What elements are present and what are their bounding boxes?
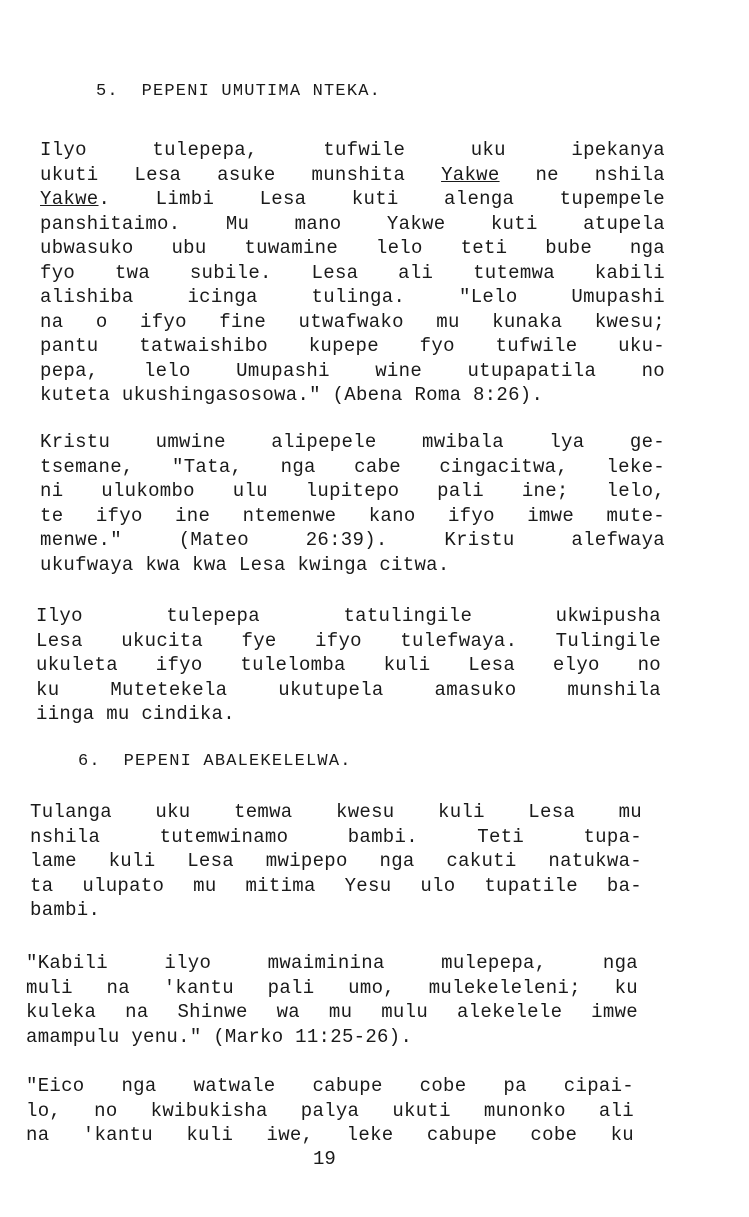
text-line: alishiba icinga tulinga. "Lelo Umupashi: [40, 286, 665, 308]
text-line: ukufwaya kwa kwa Lesa kwinga citwa.: [40, 553, 450, 576]
text-line: panshitaimo. Mu mano Yakwe kuti atupela: [40, 212, 665, 235]
text-line: pepa, lelo Umupashi wine utupapatila no: [40, 359, 665, 382]
text-line: menwe." (Mateo 26:39). Kristu alefwaya: [40, 529, 665, 551]
underlined-word: Yakwe: [441, 163, 500, 186]
text-line: kuleka na Shinwe wa mu mulu alekelele imwe: [26, 1001, 638, 1023]
text-line: muli na 'kantu pali umo, mulekeleleni; ku: [26, 976, 638, 999]
text-line: "Eico nga watwale cabupe cobe pa cipai-: [26, 1075, 634, 1097]
section-6-paragraph-2: [26, 951, 638, 1049]
text-line: pantu tatwaishibo kupepe fyo tufwile uku-: [40, 335, 665, 357]
text-line: Ilyo tulepepa, tufwile uku ipekanya: [40, 139, 665, 161]
text-line: Yakwe. Limbi Lesa kuti alenga tupempele: [40, 188, 665, 210]
text-line: Kristu umwine alipepele mwibala lya ge-: [40, 431, 665, 453]
section-6-paragraph-1: [30, 800, 642, 923]
text-line: kuteta ukushingasosowa." (Abena Roma 8:26).: [40, 384, 544, 406]
section-5-paragraph-2: [40, 430, 665, 577]
text-line: amampulu yenu." (Marko 11:25-26).: [26, 1025, 413, 1048]
section-5-heading: 5. PEPENI UMUTIMA NTEKA.: [96, 82, 382, 101]
page-number: 19: [313, 1148, 336, 1170]
text-line: ubwasuko ubu tuwamine lelo teti bube nga: [40, 237, 665, 259]
text-line: ukuleta ifyo tulelomba kuli Lesa elyo no: [36, 654, 661, 676]
text-line: tsemane, "Tata, nga cabe cingacitwa, leke-: [40, 455, 665, 478]
text-line: na o ifyo fine utwafwako mu kunaka kwesu;: [40, 310, 665, 333]
text-line: Lesa ukucita fye ifyo tulefwaya. Tulingile: [36, 629, 661, 652]
text-line: Ilyo tulepepa tatulingile ukwipusha: [36, 605, 661, 627]
text-line: ni ulukombo ulu lupitepo pali ine; lelo,: [40, 480, 665, 502]
section-5-paragraph-3: [36, 604, 661, 727]
text-line: bambi.: [30, 899, 101, 921]
text-line: lo, no kwibukisha palya ukuti munonko ali: [26, 1099, 634, 1122]
text-line: na 'kantu kuli iwe, leke cabupe cobe ku: [26, 1124, 634, 1146]
text-line: fyo twa subile. Lesa ali tutemwa kabili: [40, 261, 665, 284]
text-line: nshila tutemwinamo bambi. Teti tupa-: [30, 825, 642, 848]
text-line: te ifyo ine ntemenwe kano ifyo imwe mute-: [40, 504, 665, 527]
text-line: iinga mu cindika.: [36, 703, 235, 725]
underlined-word: Yakwe: [40, 188, 99, 210]
section-6-heading: 6. PEPENI ABALEKELELWA.: [78, 752, 352, 771]
text-line: "Kabili ilyo mwaiminina mulepepa, nga: [26, 952, 638, 974]
text-line: ta ulupato mu mitima Yesu ulo tupatile ba-: [30, 874, 642, 897]
text-line: lame kuli Lesa mwipepo nga cakuti natukwa-: [30, 850, 642, 872]
section-6-paragraph-3: [26, 1074, 634, 1148]
text-line: ku Mutetekela ukutupela amasuko munshila: [36, 678, 661, 701]
section-5-paragraph-1: [40, 138, 665, 408]
text-line: Tulanga uku temwa kwesu kuli Lesa mu: [30, 801, 642, 823]
text-line: ukuti Lesa asuke munshita Yakwe ne nshila: [40, 163, 665, 186]
